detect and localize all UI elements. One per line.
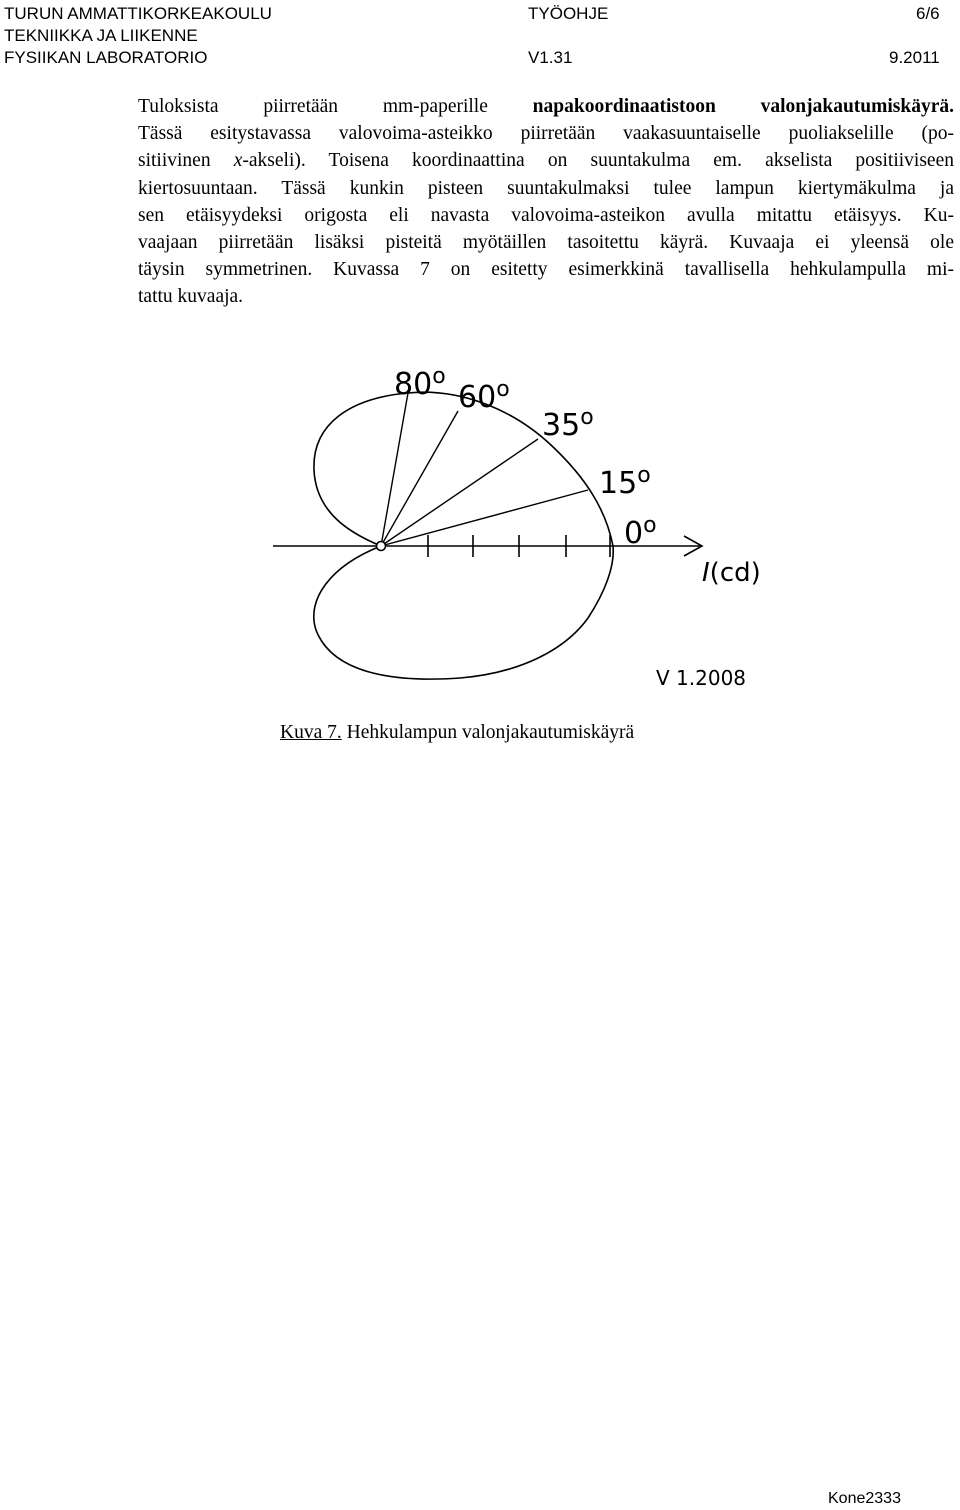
angle-label-35: 35$^o$ xyxy=(542,405,594,443)
axis-label: I(cd) xyxy=(702,558,761,588)
radial-line-15 xyxy=(381,490,588,546)
radial-line-35 xyxy=(381,439,538,546)
header-version: V1.31 xyxy=(528,48,573,67)
italic-x: x xyxy=(233,150,243,172)
body-line-1: Tuloksista piirretään mm-paperille napakoordinaatistoon valonjakautumiskäyrä. xyxy=(138,96,955,117)
caption-label: Kuva 7. xyxy=(280,722,342,743)
body-line-6: vaajaan piirretään lisäksi pisteitä myötäillen tasoitettu käyrä. Kuvaaja ei yleensä ole xyxy=(138,232,954,254)
body-paragraph xyxy=(138,93,954,311)
bold-term: napakoordinaatistoon valonjakautumiskäyrä. xyxy=(532,96,955,117)
angle-label-15: 15$^o$ xyxy=(599,463,651,501)
polar-diagram xyxy=(270,360,790,700)
body-line-2: Tässä esitystavassa valovoima-asteikko piirretään vaakasuuntaiselle puoliakselille (po- xyxy=(138,123,954,145)
body-line-8: tattu kuvaaja. xyxy=(138,286,244,308)
angle-label-80: 80$^o$ xyxy=(394,364,446,402)
body-line-3: sitiivinen x-akseli). Toisena koordinaattina on suuntakulma em. akselista positiiviseen xyxy=(138,150,954,172)
angle-label-0: 0$^o$ xyxy=(624,513,657,551)
origin-point xyxy=(377,542,386,551)
header-date: 9.2011 xyxy=(889,48,940,67)
footer-code: Kone2333 xyxy=(828,1490,901,1507)
header-page-number: 6/6 xyxy=(916,4,940,23)
body-line-5: sen etäisyydeksi origosta eli navasta valovoima-asteikon avulla mitattu etäisyys. Ku- xyxy=(138,204,954,226)
header-doc-type: TYÖOHJE xyxy=(528,4,609,23)
header-org-line3: FYSIIKAN LABORATORIO xyxy=(4,48,208,67)
header-org-line2: TEKNIIKKA JA LIIKENNE xyxy=(4,26,198,45)
body-line-7: täysin symmetrinen. Kuvassa 7 on esitetty esimerkkinä tavallisella hehkulampulla mi- xyxy=(138,259,954,281)
caption-text: Hehkulampun valonjakautumiskäyrä xyxy=(341,722,635,743)
figure-caption xyxy=(280,722,634,744)
body-line-4: kiertosuuntaan. Tässä kunkin pisteen suuntakulmaksi tulee lampun kiertymäkulma ja xyxy=(138,177,954,199)
angle-label-60: 60$^o$ xyxy=(458,377,510,415)
figure-version-mark: V 1.2008 xyxy=(656,666,747,690)
header-org-line1: TURUN AMMATTIKORKEAKOULU xyxy=(4,4,272,23)
